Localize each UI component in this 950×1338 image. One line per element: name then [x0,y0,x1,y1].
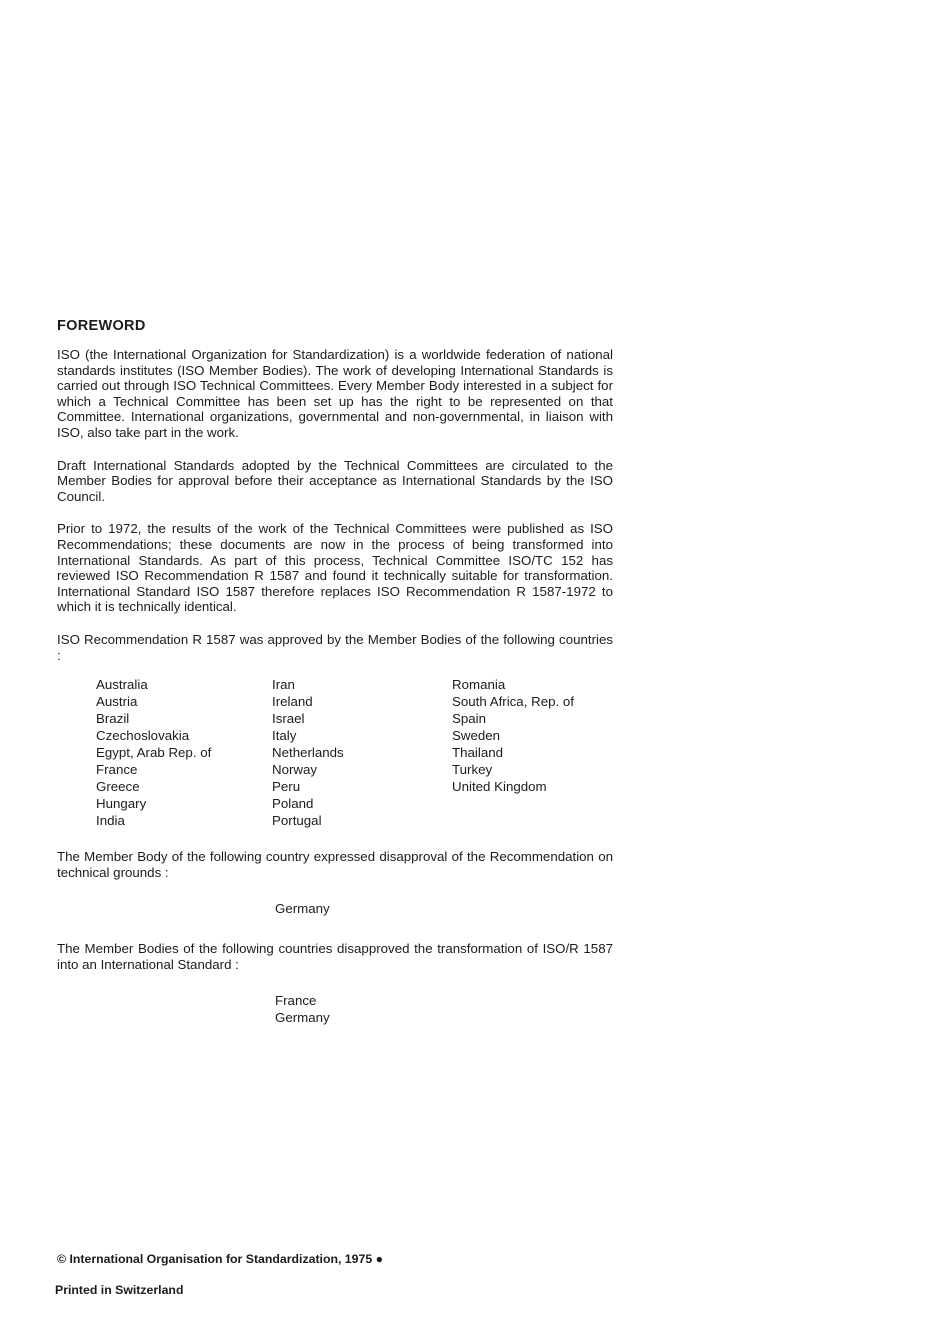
country-item: Turkey [452,762,493,778]
approval-intro-paragraph: ISO Recommendation R 1587 was approved by the Member Bodies of the following countries : [57,631,613,663]
transformation-disapproval-countries [57,992,613,1026]
disapproval-intro-paragraph: The Member Body of the following country expressed disapproval of the Recommendation on technical grounds : [57,849,613,880]
transformation-intro-paragraph: The Member Bodies of the following countries disapproved the transformation of ISO/R 1587 into an International Standard : [57,941,613,972]
country-item: France [96,762,138,778]
country-item: Austria [96,694,138,710]
country-item: Australia [96,677,148,693]
country-item: Israel [272,711,305,727]
country-item: Poland [272,796,314,812]
country-item: Thailand [452,745,504,761]
approving-country-columns [57,676,613,829]
foreword-paragraph-3: Prior to 1972, the results of the work of the Technical Committees were published as ISO Recommendations; these documents are now in the process of being transformed into International Standards. As part of this process, Technical Committee ISO/TC 152 has reviewed ISO Recommendation R 1587 and found it technically suitable for transformation. International Standard ISO 1587 therefore replaces ISO Recommendation R 1587-1972 to which it is technically identical. [57,521,613,615]
country-item: Spain [452,711,487,727]
copyright-notice: © International Organisation for Standardization, 1975 ● [57,1252,384,1266]
country-item: Netherlands [272,745,344,761]
country-item: Italy [272,728,297,744]
country-column-1 [96,676,272,829]
foreword-section [57,318,613,1050]
country-column-2 [272,676,452,829]
country-item: Sweden [452,728,501,744]
country-item: India [96,813,125,829]
country-item: Peru [272,779,301,795]
country-item: United Kingdom [452,779,547,795]
disapproval-country [57,900,613,917]
country-item: Romania [452,677,506,693]
country-item: Greece [96,779,140,795]
country-item: France [275,993,317,1009]
foreword-paragraph-2: Draft International Standards adopted by the Technical Committees are circulated to the Member Bodies for approval before their acceptance as International Standards by the ISO Council. [57,457,613,504]
country-item: Portugal [272,813,322,829]
country-item: Norway [272,762,318,778]
printed-in-notice: Printed in Switzerland [55,1283,184,1297]
country-item: South Africa, Rep. of [452,694,574,710]
foreword-heading: FOREWORD [57,318,146,334]
country-item: Brazil [96,711,130,727]
country-item: Ireland [272,694,313,710]
country-item: Iran [272,677,295,693]
country-item: Czechoslovakia [96,728,190,744]
country-item: Hungary [96,796,147,812]
foreword-paragraph-1: ISO (the International Organization for Standardization) is a worldwide federation of national standards institutes (ISO Member Bodies). The work of developing International Standards is carried out through ISO Technical Committees. Every Member Body interested in a subject for which a Technical Committee has been set up has the right to be represented on that Committee. International organizations, governmental and non-governmental, in liaison with ISO, also take part in the work. [57,347,613,440]
country-item: Germany [275,901,330,917]
country-item: Egypt, Arab Rep. of [96,745,212,761]
country-column-3 [452,676,613,829]
country-item: Germany [275,1010,330,1026]
